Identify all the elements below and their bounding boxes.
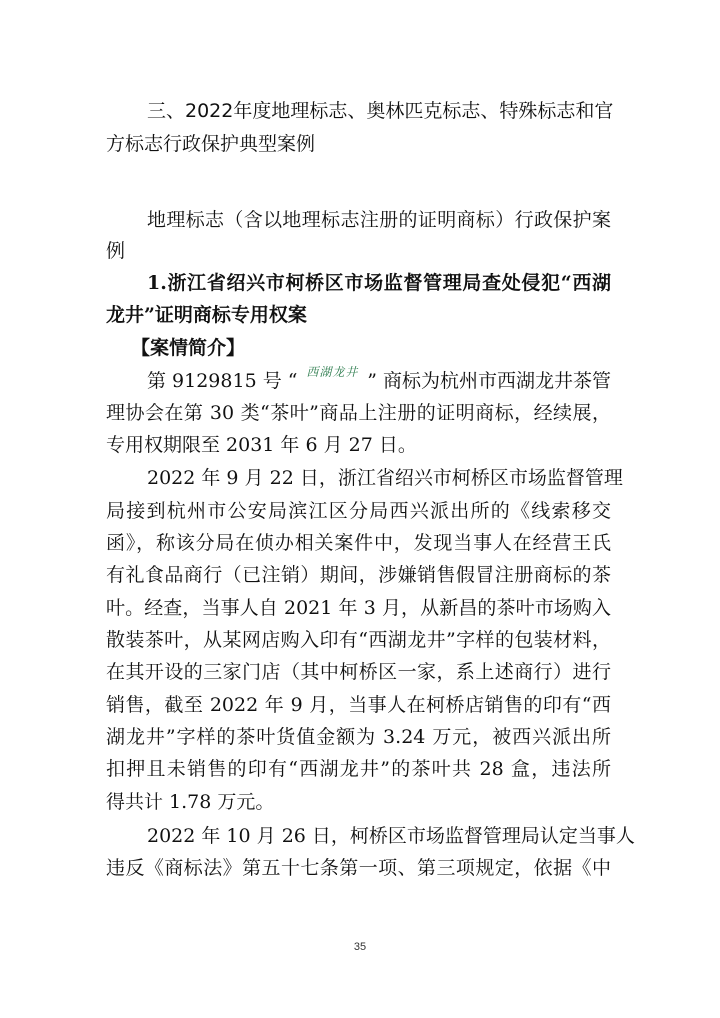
para1-line-1-after-logo: ” 商标为杭州市西湖龙井茶管	[367, 370, 611, 392]
case-title-line-2: 龙井”证明商标专用权案	[106, 304, 307, 326]
para2-line-8: 销售，截至 2022 年 9 月，当事人在柯桥店销售的印有“西	[106, 694, 611, 716]
intro-heading: 【案情简介】	[131, 337, 246, 359]
subsection-title-line-2: 例	[106, 240, 126, 262]
subsection-title-line-1: 地理标志（含以地理标志注册的证明商标）行政保护案	[147, 209, 611, 231]
para2-line-5: 叶。经查，当事人自 2021 年 3 月，从新昌的茶叶市场购入	[106, 597, 611, 619]
para2-line-11: 得共计 1.78 万元。	[106, 791, 275, 813]
para1-line-3: 专用权期限至 2031 年 6 月 27 日。	[106, 434, 417, 456]
para2-line-9: 湖龙井”字样的茶叶货值金额为 3.24 万元，被西兴派出所	[106, 726, 611, 748]
para2-line-4: 有礼食品商行（已注销）期间，涉嫌销售假冒注册商标的茶	[106, 564, 611, 586]
page-number: 35	[353, 941, 367, 953]
para3-line-2: 违反《商标法》第五十七条第一项、第三项规定，依据《中	[106, 857, 611, 879]
section-title-line-1: 三、2022年度地理标志、奥林匹克标志、特殊标志和官	[147, 100, 614, 122]
para2-line-7: 在其开设的三家门店（其中柯桥区一家，系上述商行）进行	[106, 661, 611, 683]
para2-line-10: 扣押且未销售的印有“西湖龙井”的茶叶共 28 盒，违法所	[106, 758, 611, 780]
para2-line-3: 函》，称该分局在侦办相关案件中，发现当事人在经营王氏	[106, 532, 611, 554]
para2-line-2: 局接到杭州市公安局滨江区分局西兴派出所的《线索移交	[106, 500, 611, 522]
section-title-line-2: 方标志行政保护典型案例	[106, 133, 316, 155]
para2-line-6: 散装茶叶，从某网店购入印有“西湖龙井”字样的包装材料，	[106, 629, 611, 651]
xihu-longjing-trademark-logo: 西湖龙井	[306, 365, 359, 379]
para1-line-1-before-logo: 第 9129815 号 “	[147, 370, 298, 392]
case-title-line-1: 1.浙江省绍兴市柯桥区市场监督管理局查处侵犯“西湖	[147, 272, 611, 294]
para3-line-1: 2022 年 10 月 26 日，柯桥区市场监督管理局认定当事人	[147, 825, 635, 847]
para2-line-1: 2022 年 9 月 22 日，浙江省绍兴市柯桥区市场监督管理	[147, 467, 623, 489]
para1-line-1	[147, 366, 611, 393]
para1-line-2: 理协会在第 30 类“茶叶”商品上注册的证明商标，经续展，	[106, 402, 611, 424]
